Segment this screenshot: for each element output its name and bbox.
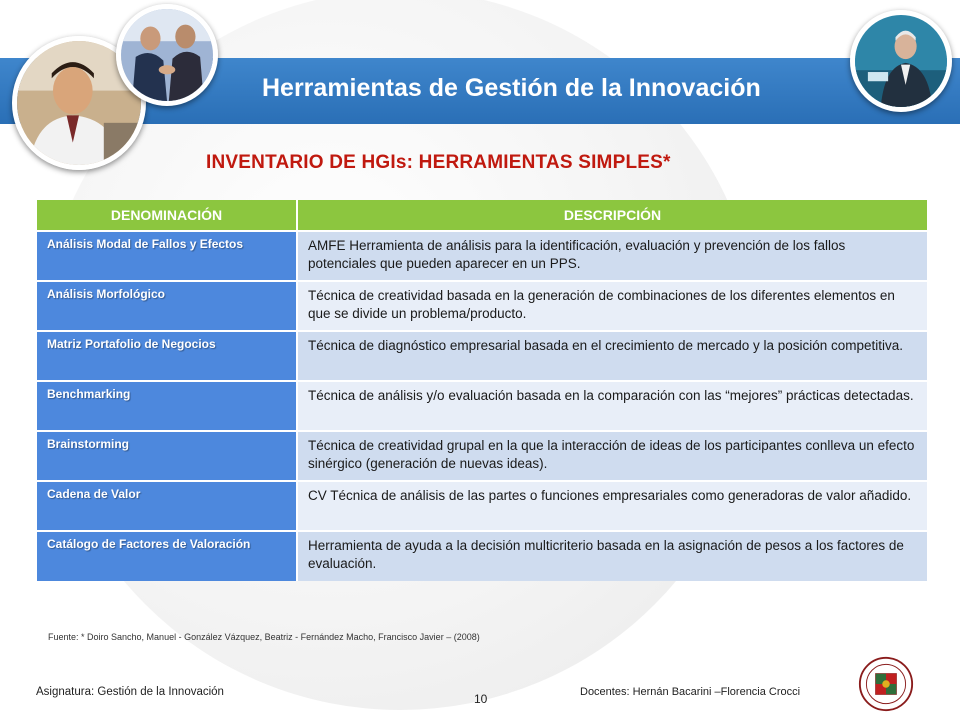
tool-description-cell: AMFE Herramienta de análisis para la identificación, evaluación y prevención de los fallos potenciales que pueden aparecer en un PPS. (297, 231, 927, 281)
table-row (37, 281, 927, 331)
tool-description-cell: Técnica de creatividad grupal en la que la interacción de ideas de los participantes conlleva un efecto sinérgico (generación de nuevas ideas). (297, 431, 927, 481)
tool-description-cell: Herramienta de ayuda a la decisión multicriterio basada en la asignación de pesos a los factores de evaluación. (297, 531, 927, 581)
footer-teachers: Docentes: Hernán Bacarini –Florencia Crocci (580, 686, 801, 698)
table-title: INVENTARIO DE HGIs: HERRAMIENTAS SIMPLES* (206, 152, 671, 173)
tools-inventory-table (37, 200, 927, 581)
table-row (37, 431, 927, 481)
tool-description-cell: CV Técnica de análisis de las partes o funciones empresariales como generadoras de valor añadido. (297, 481, 927, 531)
business-photo-handshake-icon (116, 4, 218, 106)
tool-name-cell: Benchmarking (37, 381, 297, 431)
page-number: 10 (474, 692, 488, 706)
table-row (37, 231, 927, 281)
tool-description-cell: Técnica de creatividad basada en la generación de combinaciones de los diferentes elementos en que se divide un problema/producto. (297, 281, 927, 331)
tool-name-cell: Análisis Modal de Fallos y Efectos (37, 231, 297, 281)
footer-subject: Asignatura: Gestión de la Innovación (36, 686, 224, 698)
column-header-denominacion: DENOMINACIÓN (37, 200, 297, 231)
university-seal-icon (858, 656, 914, 712)
table-row (37, 381, 927, 431)
tool-name-cell: Cadena de Valor (37, 481, 297, 531)
tool-description-cell: Técnica de análisis y/o evaluación basada en la comparación con las “mejores” prácticas detectadas. (297, 381, 927, 431)
tool-name-cell: Matriz Portafolio de Negocios (37, 331, 297, 381)
table-row (37, 481, 927, 531)
tool-name-cell: Catálogo de Factores de Valoración (37, 531, 297, 581)
tool-name-cell: Brainstorming (37, 431, 297, 481)
table-row (37, 331, 927, 381)
business-photo-right-icon (850, 10, 952, 112)
column-header-descripcion: DESCRIPCIÓN (297, 200, 927, 231)
table-row (37, 531, 927, 581)
tool-name-cell: Análisis Morfológico (37, 281, 297, 331)
tool-description-cell: Técnica de diagnóstico empresarial basada en el crecimiento de mercado y la posición competitiva. (297, 331, 927, 381)
slide-title: Herramientas de Gestión de la Innovación (262, 74, 761, 102)
source-citation: Fuente: * Doiro Sancho, Manuel - González Vázquez, Beatriz - Fernández Macho, Francisco Javier – (2008) (48, 632, 480, 642)
